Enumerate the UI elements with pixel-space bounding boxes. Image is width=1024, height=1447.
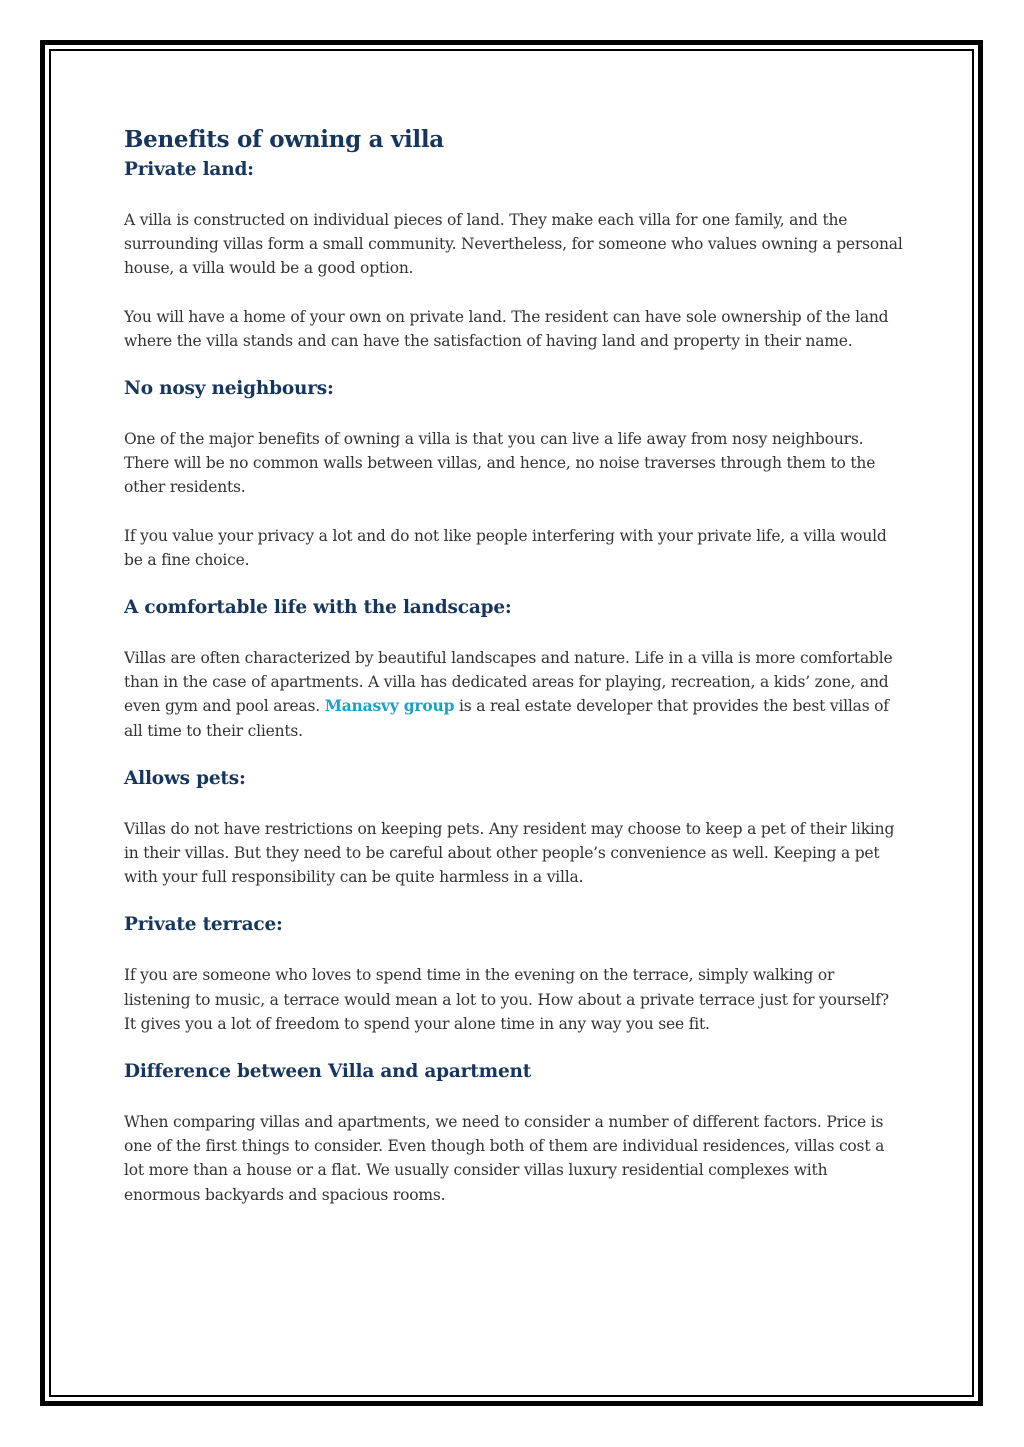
paragraph: If you value your privacy a lot and do not like people interfering with your private life, a villa would be a fine choice. xyxy=(124,526,887,569)
paragraph-text: is a real estate developer that provides the best villas of all time to their clients. xyxy=(124,697,889,740)
paragraph: A villa is constructed on individual pieces of land. They make each villa for one family, and the surrounding villas form a small community. Nevertheless, for someone who values owning a personal house, a villa would be a good option. xyxy=(124,211,903,278)
paragraph: You will have a home of your own on private land. The resident can have sole ownership of the land where the villa stands and can have the satisfaction of having land and property in their name. xyxy=(124,307,889,350)
section-heading-villa-vs-apartment: Difference between Villa and apartment xyxy=(124,1061,532,1083)
document-body xyxy=(124,122,904,1207)
paragraph-with-link xyxy=(124,646,904,743)
paragraph: One of the major benefits of owning a villa is that you can live a life away from nosy neighbours. There will be no common walls between villas, and hence, no noise traverses through them to the other residents. xyxy=(124,430,876,497)
paragraph: When comparing villas and apartments, we need to consider a number of different factors. Price is one of the first things to consider. Even though both of them are individual residences, villas cost a lot more than a house or a flat. We usually consider villas luxury residential complexes with enormous backyards and spacious rooms. xyxy=(124,1113,885,1204)
section-heading-private-terrace: Private terrace: xyxy=(124,914,283,936)
section-heading-allows-pets: Allows pets: xyxy=(124,767,246,789)
section-heading-comfortable-life: A comfortable life with the landscape: xyxy=(124,597,512,619)
paragraph: If you are someone who loves to spend time in the evening on the terrace, simply walking or listening to music, a terrace would mean a lot to you. How about a private terrace just for yourself? It gives you a lot of freedom to spend your alone time in any way you see fit. xyxy=(124,966,889,1033)
section-heading-private-land: Private land: xyxy=(124,159,254,180)
paragraph: Villas do not have restrictions on keeping pets. Any resident may choose to keep a pet of their liking in their villas. But they need to be careful about other people’s convenience as well. Keeping a pet with your full responsibility can be quite harmless in a villa. xyxy=(124,819,895,887)
manasvy-group-link[interactable]: Manasvy group xyxy=(324,696,455,716)
section-heading-no-nosy-neighbours: No nosy neighbours: xyxy=(124,378,334,400)
paragraph-text: Villas are often characterized by beautiful landscapes and nature. Life in a villa is more comfortable than in the case of apartments. A villa has dedicated areas for playing, recreation, a kids’ zone, and even gym and pool areas. xyxy=(124,649,893,716)
page-title: Benefits of owning a villa xyxy=(124,126,444,153)
